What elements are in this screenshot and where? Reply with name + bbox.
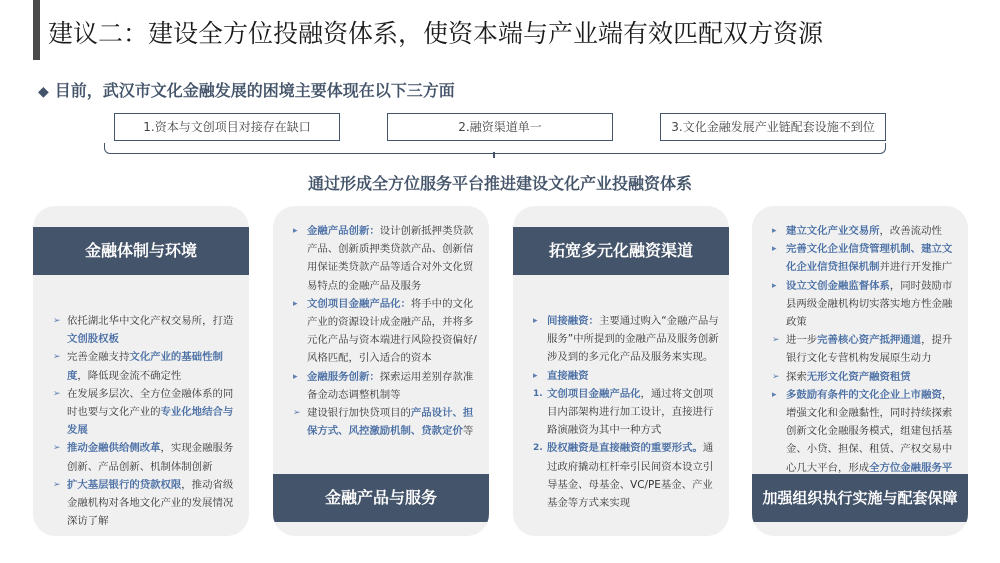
arrow-bullet-icon: ➢ <box>293 408 301 419</box>
arrow-bullet-icon: ➢ <box>53 443 61 454</box>
grouping-bracket <box>104 143 886 154</box>
list-item: 2. 股权融资是直接融资的重要形式。通过政府撬动杠杆牵引民间资本设立引导基金、母基金、VC/PE基金、产业基金等方式来实现 <box>533 439 719 512</box>
card-header: 金融产品与服务 <box>273 474 489 522</box>
list-item: ▸ 完善文化企业信贷管理机制、建立文化企业信贷担保机制并进行开发推广 <box>772 240 958 276</box>
diamond-bullet-icon: ◆ <box>38 84 49 100</box>
triangle-bullet-icon: ▸ <box>293 371 298 382</box>
bracket-tick <box>493 152 495 158</box>
issue-box-3: 3.文化金融发展产业链配套设施不到位 <box>660 113 886 141</box>
list-item: ➢ 依托湖北华中文化产权交易所，打造文创股权板 <box>53 312 239 348</box>
arrow-bullet-icon: ➢ <box>772 371 780 382</box>
list-item: ▸ 间接融资：主要通过购入“金融产品与服务”中所提到的金融产品及服务创新涉及到的多元化产品及服务来实现。 <box>533 312 719 367</box>
list-item: ➢ 进一步完善核心资产抵押通道，提升银行文化专营机构发展原生动力 <box>772 331 958 367</box>
list-item: ▸ 多鼓励有条件的文化企业上市融资，增强文化和金融黏性，同时持续探索创新文化金融服务模式，组建包括基金、小贷、担保、租赁、产权交易中心几大平台，形成全方位金融服务平 <box>772 386 958 495</box>
card-financial-products <box>273 206 489 536</box>
card-body <box>53 312 239 530</box>
list-item: ▸ 文创项目金融产品化：将手中的文化产业的资源设计成金融产品，并将多元化产品与资本端进行风险投资偏好/风格匹配，引入适合的资本 <box>293 295 479 368</box>
issue-box-2: 2.融资渠道单一 <box>387 113 613 141</box>
triangle-bullet-icon: ▸ <box>533 316 538 326</box>
card-header: 加强组织执行实施与配套保障 <box>752 474 968 522</box>
arrow-bullet-icon: ➢ <box>772 335 780 346</box>
card-body <box>293 222 479 440</box>
triangle-bullet-icon: ▸ <box>293 298 298 309</box>
title-accent-bar <box>33 0 40 60</box>
triangle-bullet-icon: ▸ <box>772 389 777 400</box>
card-financing-channels <box>513 206 729 536</box>
page-title: 建议二：建设全方位投融资体系，使资本端与产业端有效匹配双方资源 <box>48 19 824 48</box>
arrow-bullet-icon: ➢ <box>53 388 61 399</box>
list-item: ➢ 探索无形文化资产融资租赁 <box>772 368 958 386</box>
list-item: ➢ 扩大基层银行的贷款权限，推动省级金融机构对各地文化产业的发展情况深访了解 <box>53 476 239 531</box>
list-item: ▸ 建立文化产业交易所，改善流动性 <box>772 222 958 240</box>
list-item: ➢ 推动金融供给侧改革，实现金融服务创新、产品创新、机制体制创新 <box>53 439 239 475</box>
arrow-bullet-icon: ➢ <box>53 352 61 363</box>
card-financial-system <box>33 206 249 536</box>
issue-box-1: 1.资本与文创项目对接存在缺口 <box>114 113 340 141</box>
list-item: ▸ 直接融资 <box>533 367 719 385</box>
number-marker: 2. <box>533 443 543 454</box>
list-item: ➢ 完善金融支持文化产业的基础性制度，降低现金流不确定性 <box>53 348 239 384</box>
triangle-bullet-icon: ▸ <box>293 226 298 236</box>
card-header: 拓宽多元化融资渠道 <box>513 227 729 275</box>
arrow-bullet-icon: ➢ <box>53 316 61 326</box>
triangle-bullet-icon: ▸ <box>533 370 538 381</box>
card-header: 金融体制与环境 <box>33 227 249 275</box>
number-marker: 1. <box>533 388 543 399</box>
center-title: 通过形成全方位服务平台推进建设文化产业投融资体系 <box>307 174 692 193</box>
list-item: 1. 文创项目金融产品化，通过将文创项目内部架构进行加工设计，直接进行路演融资为其中一种方式 <box>533 385 719 440</box>
list-item: ▸ 金融产品创新：设计创新抵押类贷款产品、创新质押类贷款产品、创新信用保证类贷款产品等适合对外文化贸易特点的金融产品及服务 <box>293 222 479 295</box>
list-item: ➢ 在发展多层次、全方位金融体系的同时也要与文化产业的专业化地结合与发展 <box>53 385 239 440</box>
subtitle <box>38 78 455 101</box>
subtitle-text: 目前，武汉市文化金融发展的困境主要体现在以下三方面 <box>54 81 455 100</box>
list-item: ➢ 建设银行加快贷项目的产品设计、担保方式、风控激励机制、贷款定价等 <box>293 404 479 440</box>
card-body <box>533 312 719 512</box>
triangle-bullet-icon: ▸ <box>772 226 777 236</box>
triangle-bullet-icon: ▸ <box>772 244 777 255</box>
triangle-bullet-icon: ▸ <box>772 280 777 291</box>
list-item: ▸ 金融服务创新：探索运用差别存款准备金动态调整机制等 <box>293 368 479 404</box>
card-body <box>772 222 958 495</box>
arrow-bullet-icon: ➢ <box>53 479 61 490</box>
card-organization-support <box>752 206 968 536</box>
list-item: ▸ 设立文创金融监督体系，同时鼓励市县两级金融机构切实落实地方性金融政策 <box>772 277 958 332</box>
